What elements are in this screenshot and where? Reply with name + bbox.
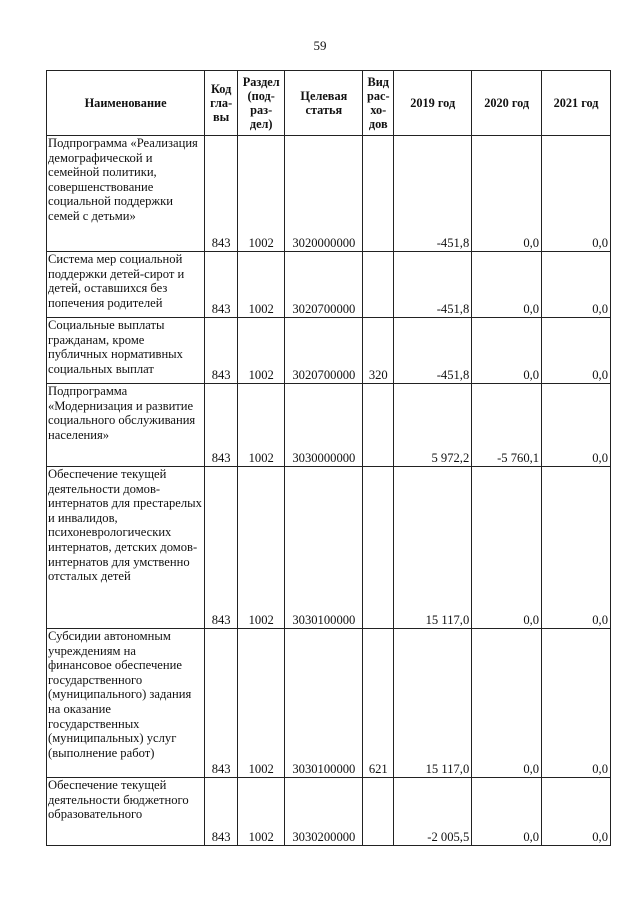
row-2019: 5 972,2 bbox=[394, 384, 472, 467]
row-2020: 0,0 bbox=[472, 778, 542, 846]
table-row bbox=[47, 384, 611, 467]
row-expense bbox=[363, 778, 394, 846]
row-target: 3030200000 bbox=[285, 778, 363, 846]
header-name: Наименование bbox=[47, 71, 205, 136]
row-code: 843 bbox=[205, 252, 238, 318]
header-section: Раздел (под-раз-дел) bbox=[238, 71, 285, 136]
row-expense bbox=[363, 252, 394, 318]
row-2021: 0,0 bbox=[542, 778, 611, 846]
row-2019: -2 005,5 bbox=[394, 778, 472, 846]
header-2021: 2021 год bbox=[542, 71, 611, 136]
row-target: 3030000000 bbox=[285, 384, 363, 467]
row-name: Обеспечение текущей деятельности домов-интернатов для престарелых и инвалидов, психоневрологических интернатов, детских домов-интернатов для умственно отсталых детей bbox=[47, 467, 205, 629]
row-section: 1002 bbox=[238, 778, 285, 846]
row-expense bbox=[363, 136, 394, 252]
header-row bbox=[47, 71, 611, 136]
row-code: 843 bbox=[205, 467, 238, 629]
row-2020: 0,0 bbox=[472, 629, 542, 778]
row-section: 1002 bbox=[238, 318, 285, 384]
row-target: 3030100000 bbox=[285, 629, 363, 778]
row-expense: 621 bbox=[363, 629, 394, 778]
header-expense: Вид рас-хо-дов bbox=[363, 71, 394, 136]
row-code: 843 bbox=[205, 384, 238, 467]
row-code: 843 bbox=[205, 318, 238, 384]
row-name: Социальные выплаты гражданам, кроме публичных нормативных социальных выплат bbox=[47, 318, 205, 384]
header-2020: 2020 год bbox=[472, 71, 542, 136]
row-name: Подпрограмма «Модернизация и развитие социального обслуживания населения» bbox=[47, 384, 205, 467]
table-row bbox=[47, 252, 611, 318]
row-target: 3020700000 bbox=[285, 252, 363, 318]
row-expense bbox=[363, 384, 394, 467]
row-target: 3020700000 bbox=[285, 318, 363, 384]
row-name: Подпрограмма «Реализация демографической и семейной политики, совершенствование социальной поддержки семей с детьми» bbox=[47, 136, 205, 252]
row-2020: 0,0 bbox=[472, 252, 542, 318]
row-2021: 0,0 bbox=[542, 318, 611, 384]
row-2020: -5 760,1 bbox=[472, 384, 542, 467]
row-section: 1002 bbox=[238, 384, 285, 467]
row-expense: 320 bbox=[363, 318, 394, 384]
row-code: 843 bbox=[205, 778, 238, 846]
table-row bbox=[47, 467, 611, 629]
row-2021: 0,0 bbox=[542, 467, 611, 629]
row-name: Субсидии автономным учреждениям на финансовое обеспечение государственного (муниципального) задания на оказание государственных (муниципальных) услуг (выполнение работ) bbox=[47, 629, 205, 778]
row-target: 3020000000 bbox=[285, 136, 363, 252]
row-2021: 0,0 bbox=[542, 629, 611, 778]
row-2019: -451,8 bbox=[394, 252, 472, 318]
row-2021: 0,0 bbox=[542, 252, 611, 318]
table-row bbox=[47, 629, 611, 778]
row-2019: -451,8 bbox=[394, 136, 472, 252]
row-section: 1002 bbox=[238, 252, 285, 318]
row-name: Система мер социальной поддержки детей-сирот и детей, оставшихся без попечения родителей bbox=[47, 252, 205, 318]
page-number: 59 bbox=[313, 38, 327, 53]
header-2019: 2019 год bbox=[394, 71, 472, 136]
row-section: 1002 bbox=[238, 629, 285, 778]
row-2021: 0,0 bbox=[542, 384, 611, 467]
row-section: 1002 bbox=[238, 467, 285, 629]
row-code: 843 bbox=[205, 136, 238, 252]
table-row bbox=[47, 136, 611, 252]
row-code: 843 bbox=[205, 629, 238, 778]
row-name: Обеспечение текущей деятельности бюджетного образовательного bbox=[47, 778, 205, 846]
row-2019: -451,8 bbox=[394, 318, 472, 384]
row-expense bbox=[363, 467, 394, 629]
row-section: 1002 bbox=[238, 136, 285, 252]
header-target: Целевая статья bbox=[285, 71, 363, 136]
row-2019: 15 117,0 bbox=[394, 629, 472, 778]
table-row bbox=[47, 778, 611, 846]
row-2020: 0,0 bbox=[472, 318, 542, 384]
row-2020: 0,0 bbox=[472, 136, 542, 252]
row-2021: 0,0 bbox=[542, 136, 611, 252]
header-code: Код гла-вы bbox=[205, 71, 238, 136]
table-row bbox=[47, 318, 611, 384]
row-target: 3030100000 bbox=[285, 467, 363, 629]
budget-table bbox=[46, 70, 611, 846]
row-2019: 15 117,0 bbox=[394, 467, 472, 629]
row-2020: 0,0 bbox=[472, 467, 542, 629]
